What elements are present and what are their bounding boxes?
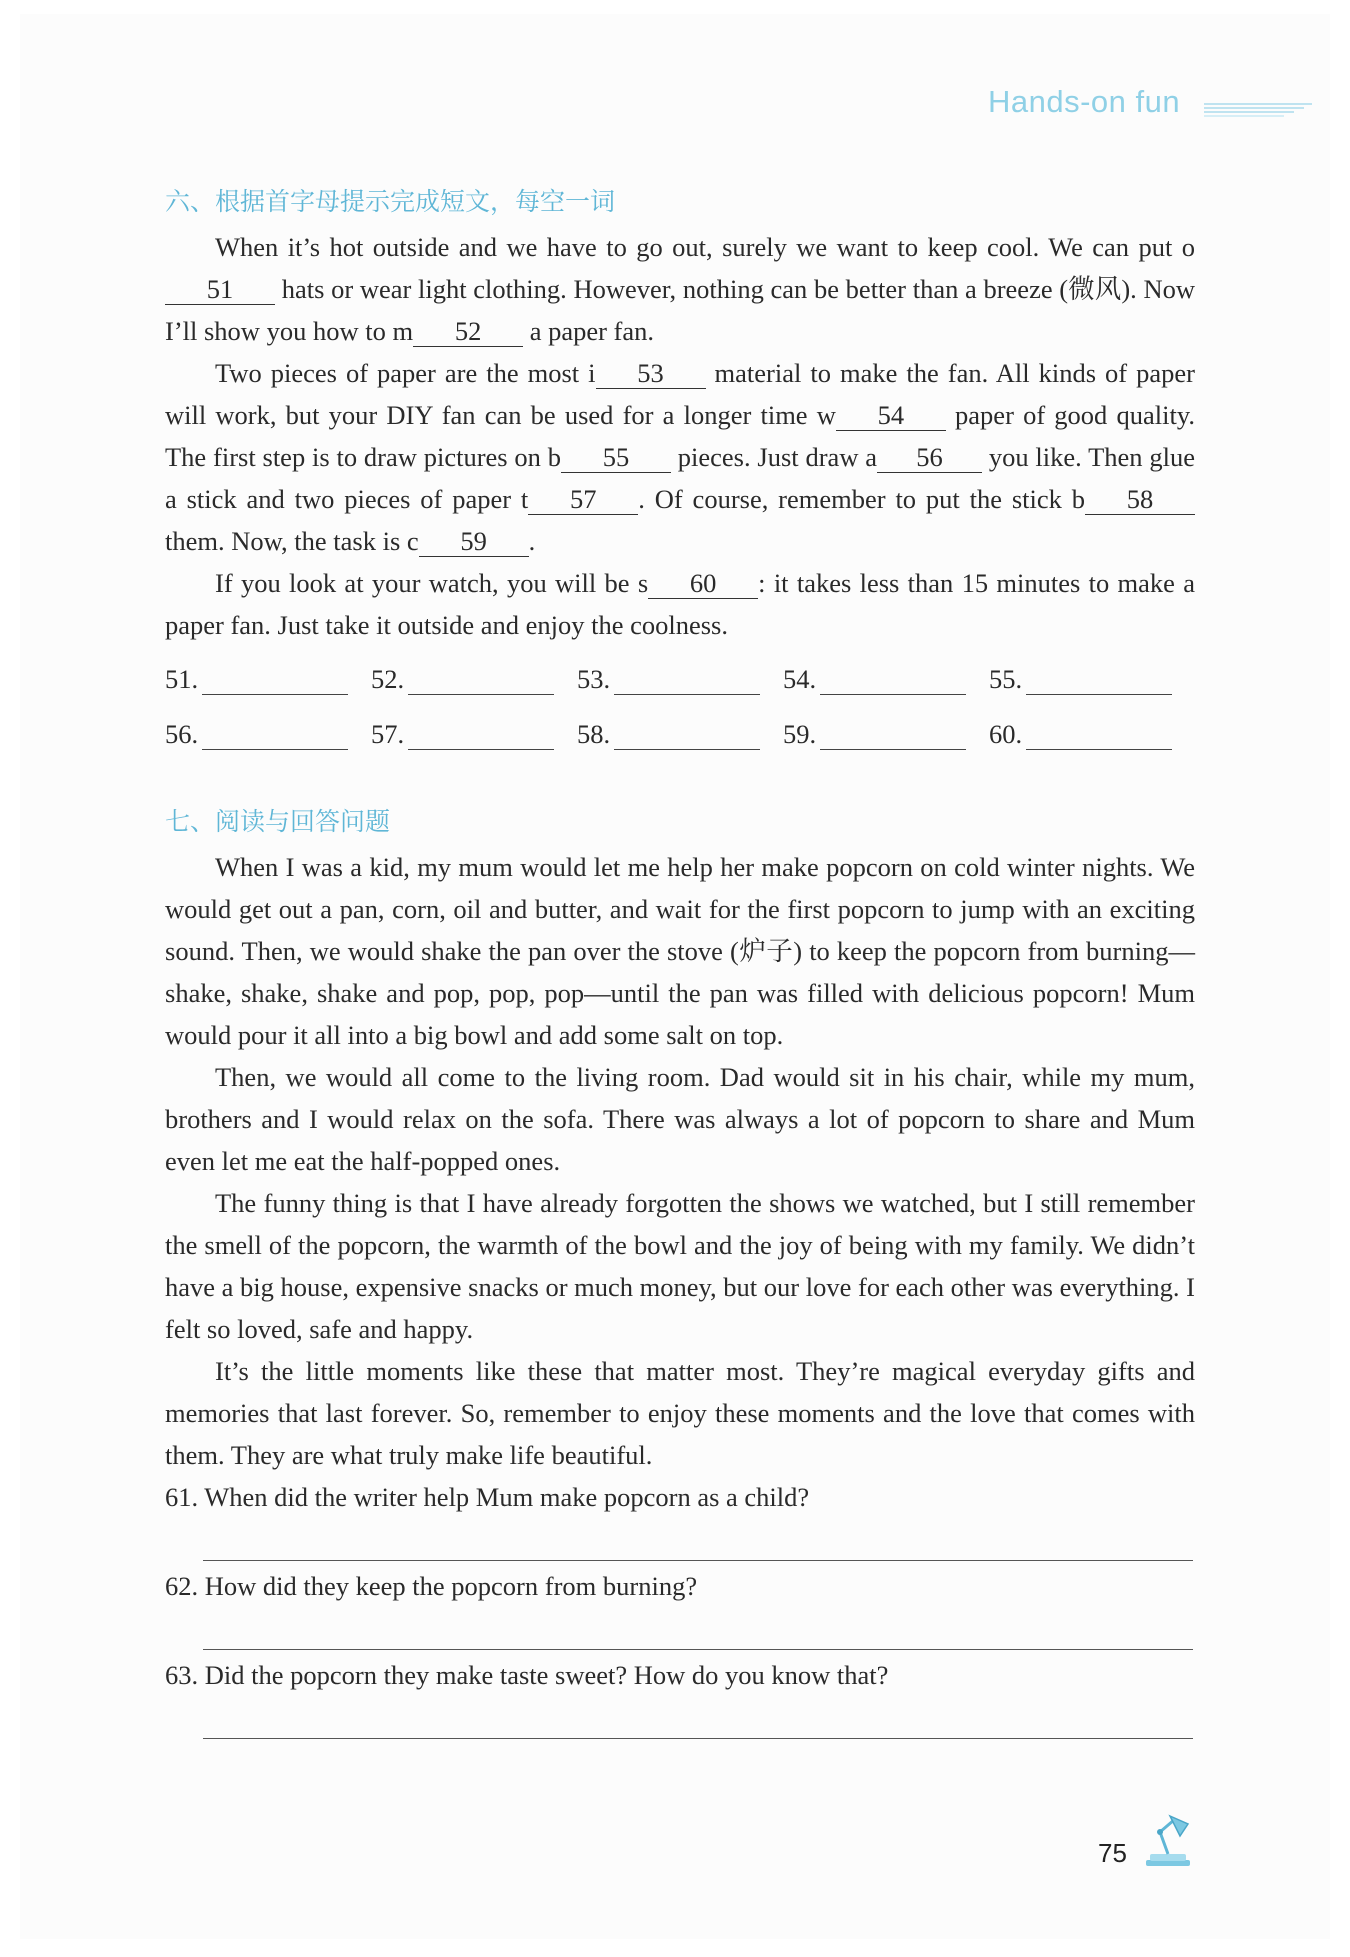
text-run: If you look at your watch, you will be s [215, 568, 649, 598]
answer-number: 59. [783, 719, 817, 749]
text-run: you like. Then glue a stick and two pieces of paper t [165, 442, 1195, 514]
blank-55[interactable]: 55 [561, 442, 671, 473]
answer-cell [371, 664, 577, 695]
text-run: . [528, 526, 536, 556]
header-stripes-decoration [1204, 100, 1320, 118]
blank-53[interactable]: 53 [596, 358, 706, 389]
section7-paragraph-3: The funny thing is that I have already forgotten the shows we watched, but I still remember the smell of the popcorn, the warmth of the bowl and the joy of being with my family. We didn’t have a big house, expensive snacks or much money, but our love for each other was everything. I felt so loved, safe and happy. [165, 1188, 1195, 1344]
section-gap [165, 762, 1195, 798]
blank-58[interactable]: 58 [1085, 484, 1195, 515]
section6-paragraph-3 [165, 562, 1195, 646]
answer-line-54[interactable] [820, 668, 966, 695]
answer-cell [371, 719, 577, 750]
answer-number: 51. [165, 664, 199, 694]
answer-rule-61[interactable] [203, 1518, 1193, 1561]
answer-rule-63[interactable] [203, 1696, 1193, 1739]
answer-line-57[interactable] [408, 723, 554, 750]
answer-line-55[interactable] [1026, 668, 1172, 695]
answer-number: 58. [577, 719, 611, 749]
text-run: Two pieces of paper are the most i [215, 358, 596, 388]
answer-row-1 [165, 652, 1195, 707]
answer-number: 53. [577, 664, 611, 694]
section6-paragraph-2 [165, 352, 1195, 562]
answer-cell [165, 719, 371, 750]
question-63: 63. Did the popcorn they make taste sweet? How do you know that? [165, 1660, 889, 1690]
text-run: paper of good quality. The first step is to draw pictures on b [165, 400, 1195, 472]
answer-number: 57. [371, 719, 405, 749]
blank-51[interactable]: 51 [165, 274, 275, 305]
blank-52[interactable]: 52 [413, 316, 523, 347]
section6-paragraph-1 [165, 226, 1195, 352]
answer-cell [783, 664, 989, 695]
section7-paragraph-4: It’s the little moments like these that matter most. They’re magical everyday gifts and memories that last forever. So, remember to enjoy these moments and the love that comes with them. They are what truly make life beautiful. [165, 1356, 1195, 1470]
answer-cell [989, 664, 1195, 695]
answer-rule-62[interactable] [203, 1607, 1193, 1650]
answer-number: 52. [371, 664, 405, 694]
desk-lamp-icon [1138, 1810, 1198, 1870]
text-run: a paper fan. [523, 316, 655, 346]
answer-line-60[interactable] [1026, 723, 1172, 750]
text-run: pieces. Just draw a [670, 442, 878, 472]
blank-54[interactable]: 54 [836, 400, 946, 431]
text-run: hats or wear light clothing. However, nothing can be better than a breeze (微风). Now I’ll show you how to m [165, 274, 1195, 346]
text-run: When it’s hot outside and we have to go out, surely we want to keep cool. We can put o [215, 232, 1195, 262]
question-61: 61. When did the writer help Mum make popcorn as a child? [165, 1482, 810, 1512]
blank-56[interactable]: 56 [877, 442, 982, 473]
text-run: : it takes less than 15 minutes to make a paper fan. Just take it outside and enjoy the coolness. [165, 568, 1195, 640]
answer-line-58[interactable] [614, 723, 760, 750]
answer-cell [989, 719, 1195, 750]
answer-row-2 [165, 707, 1195, 762]
header-tag: Hands-on fun [988, 84, 1181, 119]
answer-line-59[interactable] [820, 723, 966, 750]
blank-60[interactable]: 60 [648, 568, 758, 599]
section7-paragraph-2: Then, we would all come to the living room. Dad would sit in his chair, while my mum, brothers and I would relax on the sofa. There was always a lot of popcorn to share and Mum even let me eat the half-popped ones. [165, 1062, 1195, 1176]
answer-line-53[interactable] [614, 668, 760, 695]
section7-paragraph-1: When I was a kid, my mum would let me help her make popcorn on cold winter nights. We would get out a pan, corn, oil and butter, and wait for the first popcorn to jump with an exciting sound. Then, we would shake the pan over the stove (炉子) to keep the popcorn from burning—shake, shake, shake and pop, pop, pop—until the pan was filled with delicious popcorn! Mum would pour it all into a big bowl and add some salt on top. [165, 852, 1195, 1050]
section7-title: 七、阅读与回答问题 [165, 807, 391, 836]
answer-number: 55. [989, 664, 1023, 694]
answer-number: 60. [989, 719, 1023, 749]
blank-59[interactable]: 59 [419, 526, 529, 557]
answer-cell [783, 719, 989, 750]
answer-line-56[interactable] [202, 723, 348, 750]
text-run: them. Now, the task is c [165, 526, 419, 556]
answer-cell [577, 719, 783, 750]
answer-number: 54. [783, 664, 817, 694]
question-62: 62. How did they keep the popcorn from burning? [165, 1571, 698, 1601]
answer-cell [577, 664, 783, 695]
answer-number: 56. [165, 719, 199, 749]
answer-grid [165, 652, 1195, 762]
blank-57[interactable]: 57 [528, 484, 638, 515]
text-run: . Of course, remember to put the stick b [638, 484, 1085, 514]
page-content [165, 178, 1195, 1739]
answer-line-52[interactable] [408, 668, 554, 695]
answer-line-51[interactable] [202, 668, 348, 695]
answer-cell [165, 664, 371, 695]
section6-title: 六、根据首字母提示完成短文，每空一词 [165, 187, 616, 216]
page-number: 75 [1098, 1838, 1127, 1868]
text-run: material to make the fan. All kinds of paper will work, but your DIY fan can be used for a longer time w [165, 358, 1195, 430]
